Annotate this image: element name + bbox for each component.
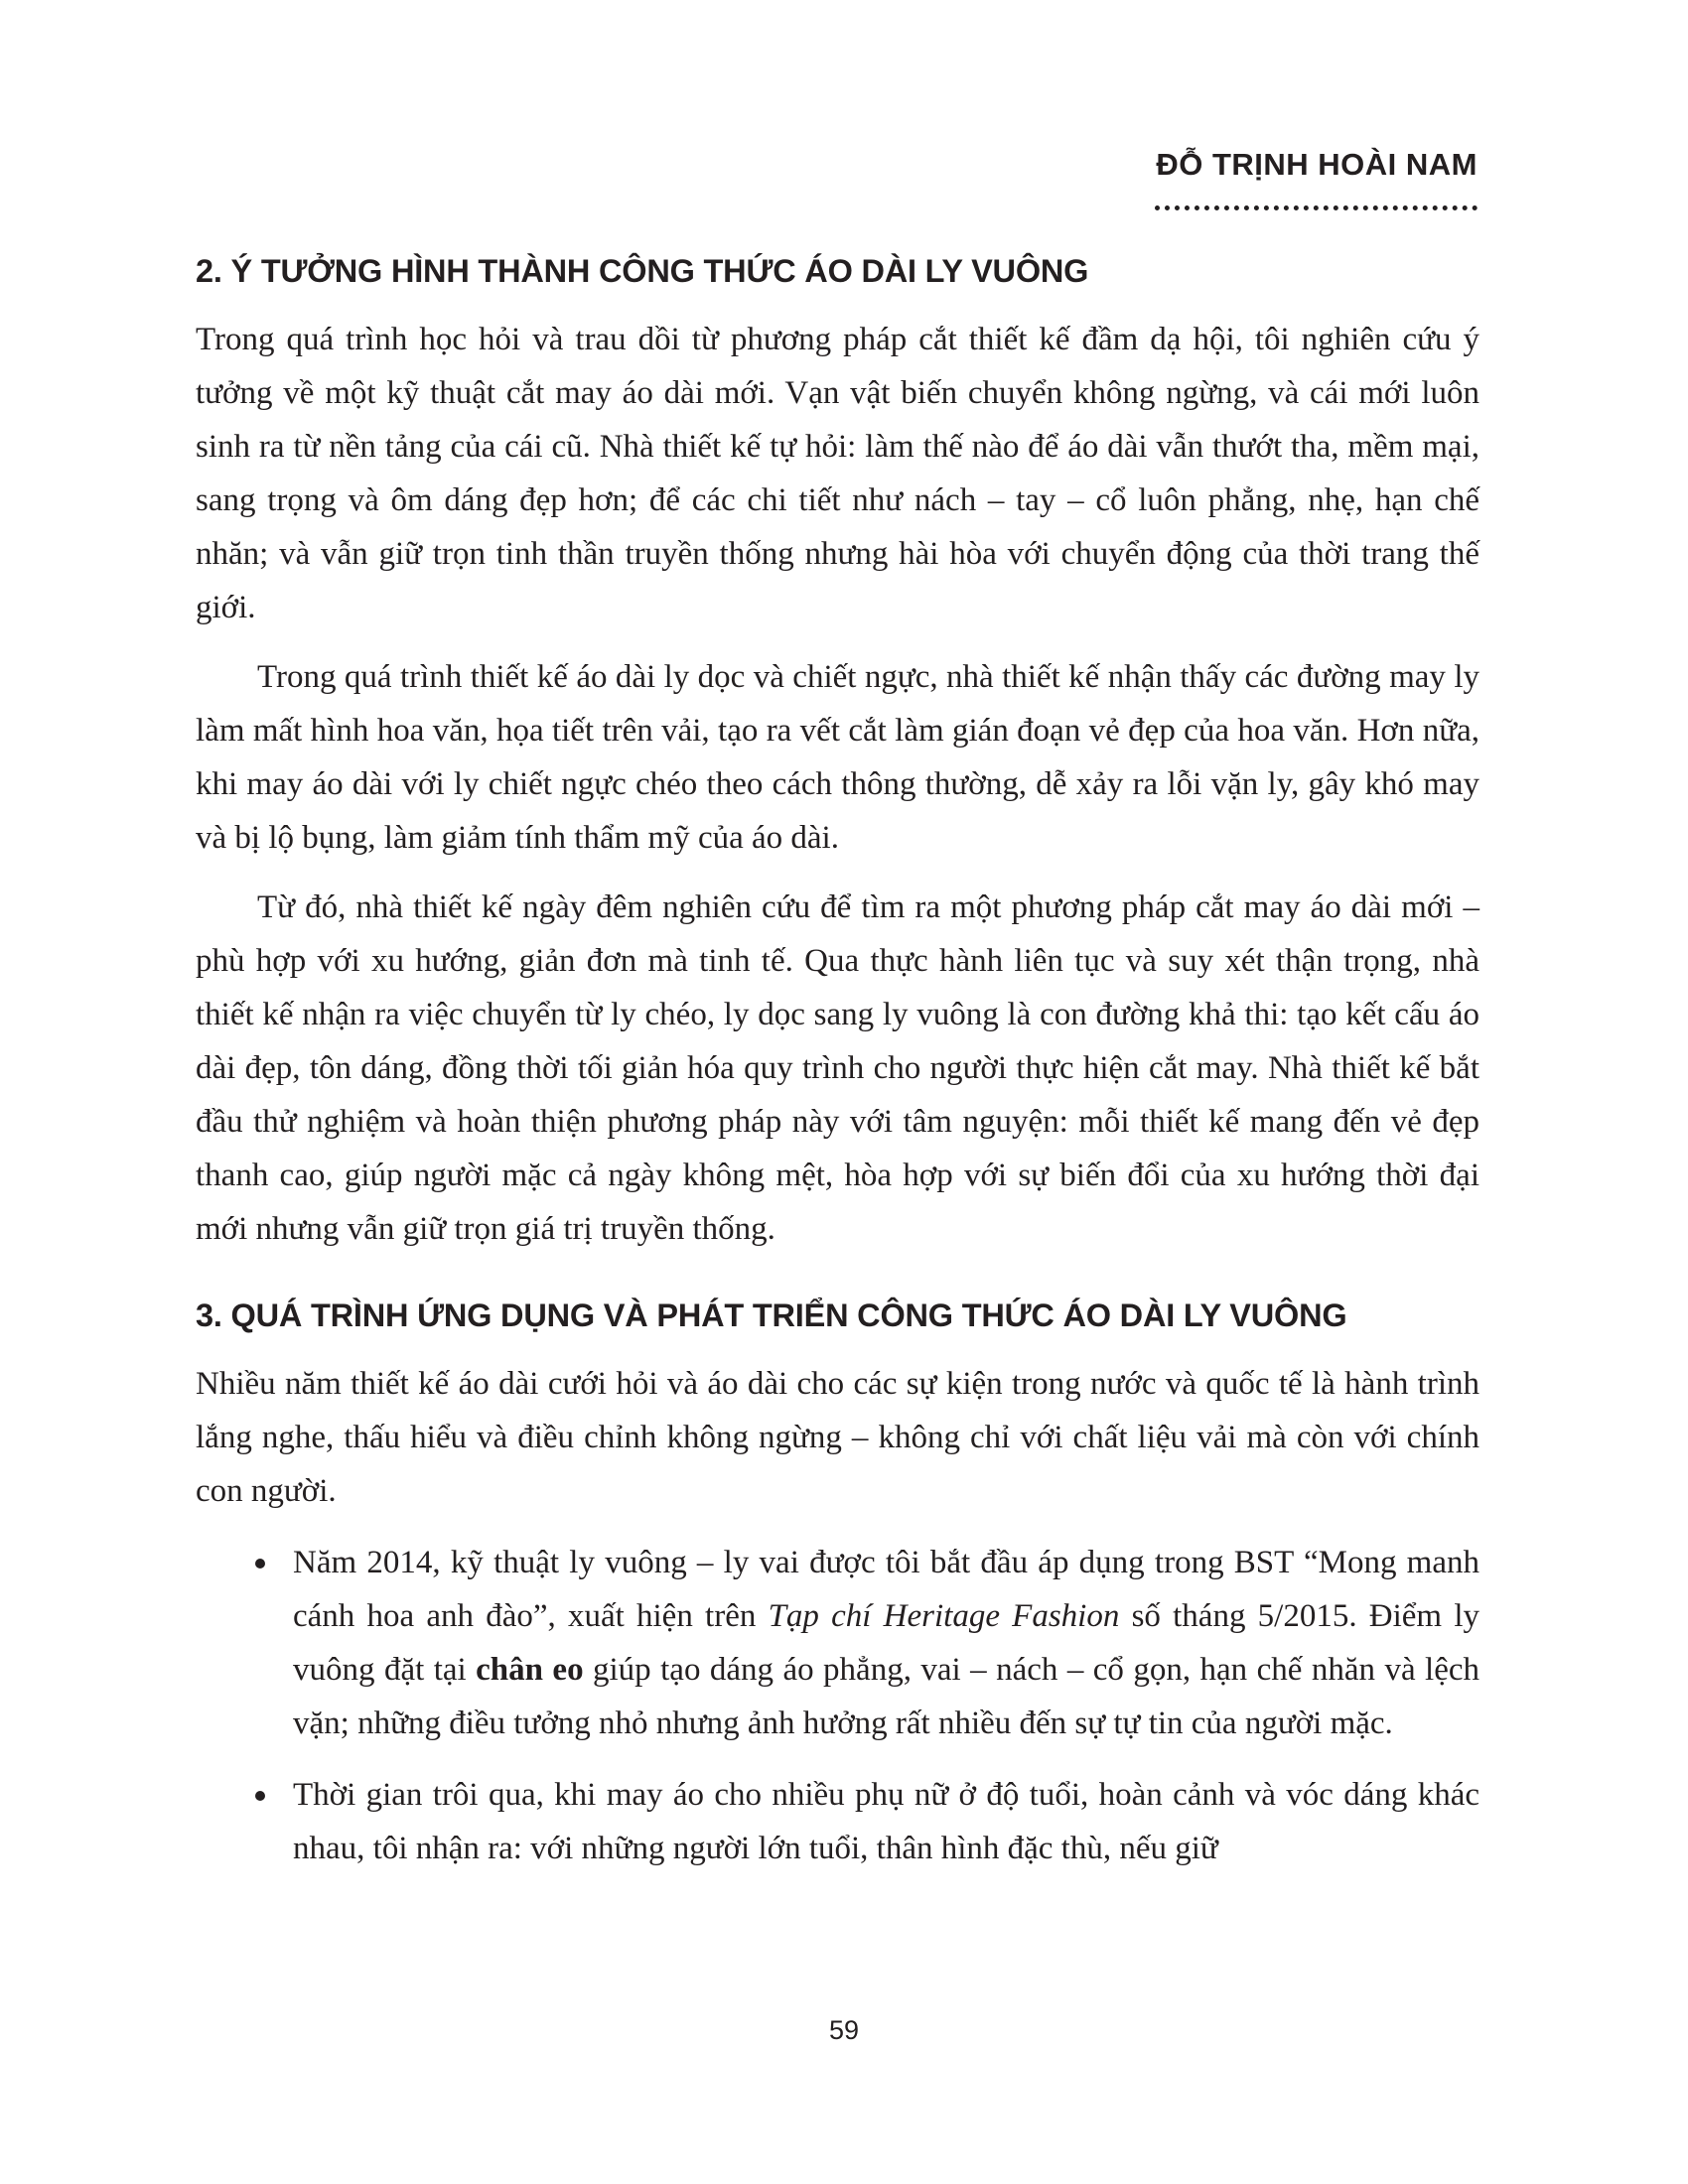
bullet-dot-icon [255,1559,265,1569]
section-3-heading: 3. QUÁ TRÌNH ỨNG DỤNG VÀ PHÁT TRIỂN CÔNG THỨC ÁO DÀI LY VUÔNG [196,1297,1347,1333]
section-2-paragraph-2: Trong quá trình thiết kế áo dài ly dọc và chiết ngực, nhà thiết kế nhận thấy các đường may ly làm mất hình hoa văn, họa tiết trên vải, tạo ra vết cắt làm gián đoạn vẻ đẹp của hoa văn. Hơn nữa, khi may áo dài với ly chiết ngực chéo theo cách thông thường, dễ xảy ra lỗi vặn ly, gây khó may và bị lộ bụng, làm giảm tính thẩm mỹ của áo dài. [196,659,1479,856]
page-content [196,241,1479,1875]
bullet-1-text-part1: Năm 2014, kỹ thuật ly vuông – ly vai được tôi bắt đầu áp dụng trong BST “Mong manh cánh hoa anh đào”, xuất hiện trên [293,1545,1479,1634]
page-number: 59 [828,2015,860,2045]
section-2-paragraph-1: Trong quá trình học hỏi và trau dồi từ phương pháp cắt thiết kế đầm dạ hội, tôi nghiên cứu ý tưởng về một kỹ thuật cắt may áo dài mới. Vạn vật biến chuyển không ngừng, và cái mới luôn sinh ra từ nền tảng của cái cũ. Nhà thiết kế tự hỏi: làm thế nào để áo dài vẫn thướt tha, mềm mại, sang trọng và ôm dáng đẹp hơn; để các chi tiết như nách – tay – cổ luôn phẳng, nhẹ, hạn chế nhăn; và vẫn giữ trọn tinh thần truyền thống nhưng hài hòa với chuyển động của thời trang thế giới. [196,322,1479,625]
section-2-paragraph-3: Từ đó, nhà thiết kế ngày đêm nghiên cứu để tìm ra một phương pháp cắt may áo dài mới – phù hợp với xu hướng, giản đơn mà tinh tế. Qua thực hành liên tục và suy xét thận trọng, nhà thiết kế nhận ra việc chuyển từ ly chéo, ly dọc sang ly vuông là con đường khả thi: tạo kết cấu áo dài đẹp, tôn dáng, đồng thời tối giản hóa quy trình cho người thực hiện cắt may. Nhà thiết kế bắt đầu thử nghiệm và hoàn thiện phương pháp này với tâm nguyện: mỗi thiết kế mang đến vẻ đẹp thanh cao, giúp người mặc cả ngày không mệt, hòa hợp với sự biến đổi của xu hướng thời đại mới nhưng vẫn giữ trọn giá trị truyền thống. [196,889,1479,1247]
bullet-1-bold-term: chân eo [476,1652,584,1688]
bullet-1-text-part2: số tháng 5/2015. Điểm ly vuông đặt tại [293,1598,1479,1688]
bullet-item-2 [196,1768,1479,1875]
running-head-author: ĐỖ TRỊNH HOÀI NAM [1156,147,1477,182]
bullet-dot-icon [255,1791,265,1801]
bullet-2-text: Thời gian trôi qua, khi may áo cho nhiều phụ nữ ở độ tuổi, hoàn cảnh và vóc dáng khác nhau, tôi nhận ra: với những người lớn tuổi, thân hình đặc thù, nếu giữ [293,1777,1479,1866]
section-3-bullet-list [196,1536,1479,1875]
running-head-dotted-rule [1155,205,1477,210]
section-3-intro-paragraph: Nhiều năm thiết kế áo dài cưới hỏi và áo dài cho các sự kiện trong nước và quốc tế là hành trình lắng nghe, thấu hiểu và điều chỉnh không ngừng – không chỉ với chất liệu vải mà còn với chính con người. [196,1366,1479,1509]
section-2-heading: 2. Ý TƯỞNG HÌNH THÀNH CÔNG THỨC ÁO DÀI LY VUÔNG [196,253,1089,289]
bullet-item-1 [196,1536,1479,1750]
bullet-1-magazine-title: Tạp chí Heritage Fashion [768,1598,1120,1634]
bullet-1-text-part3: giúp tạo dáng áo phẳng, vai – nách – cổ gọn, hạn chế nhăn và lệch vặn; những điều tưởng nhỏ nhưng ảnh hưởng rất nhiều đến sự tự tin của người mặc. [293,1652,1479,1741]
